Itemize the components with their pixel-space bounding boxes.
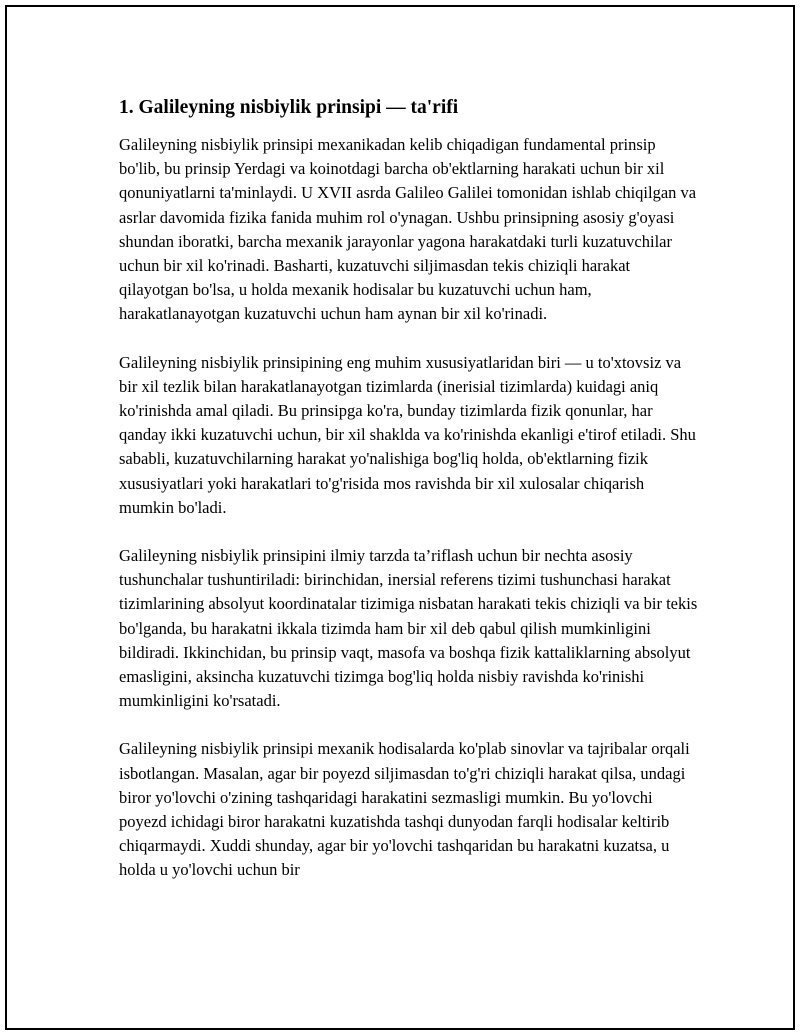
document-body <box>119 95 699 907</box>
paragraph-1: Galileyning nisbiylik prinsipi mexanikadan kelib chiqadigan fundamental prinsip bo'lib, bu prinsip Yerdagi va koinotdagi barcha ob'ektlarning harakati uchun bir xil qonuniyatlarni ta'minlaydi. U XVII asrda Galileo Galilei tomonidan ishlab chiqilgan va asrlar davomida fizika fanida muhim rol o'ynagan. Ushbu prinsipning asosiy g'oyasi shundan iboratki, barcha mexanik jarayonlar yagona harakatdaki turli kuzatuvchilar uchun bir xil ko'rinadi. Basharti, kuzatuvchi siljimasdan tekis chiziqli harakat qilayotgan bo'lsa, u holda mexanik hodisalar bu kuzatuvchi uchun ham, harakatlanayotgan kuzatuvchi uchun ham aynan bir xil ko'rinadi. <box>119 135 697 324</box>
paragraph-2: Galileyning nisbiylik prinsipining eng muhim xususiyatlaridan biri — u to'xtovsiz va bir xil tezlik bilan harakatlanayotgan tizimlarda (inerisial tizimlarda) kuidagi aniq ko'rinishda amal qiladi. Bu prinsipga ko'ra, bunday tizimlarda fizik qonunlar, har qanday ikki kuzatuvchi uchun, bir xil shaklda va ko'rinishda ekanligi e'tirof etiladi. Shu sababli, kuzatuvchilarning harakat yo'nalishiga bog'liq holda, ob'ektlarning fizik xususiyatlari yoki harakatlari to'g'risida mos ravishda bir xil xulosalar chiqarish mumkin bo'ladi. <box>119 352 696 517</box>
section-heading: 1. Galileyning nisbiylik prinsipi — ta'rifi <box>119 97 459 118</box>
paragraph-3: Galileyning nisbiylik prinsipini ilmiy tarzda ta’riflash uchun bir nechta asosiy tushunchalar tushuntiriladi: birinchidan, inersial referens tizimi tushunchasi harakat tizimlarining absolyut koordinatalar tizimiga nisbatan harakati tekis chiziqli va bir tekis bo'lganda, bu harakatni ikkala tizimda ham bir xil deb qabul qilish mumkinligini bildiradi. Ikkinchidan, bu prinsip vaqt, masofa va boshqa fizik kattaliklarning absolyut emasligini, aksincha kuzatuvchi tizimga bog'liq holda nisbiy ravishda ko'rinishi mumkinligini ko'rsatadi. <box>119 546 698 711</box>
paragraph-4: Galileyning nisbiylik prinsipi mexanik hodisalarda ko'plab sinovlar va tajribalar orqali isbotlangan. Masalan, agar bir poyezd siljimasdan to'g'ri chiziqli harakat qilsa, undagi biror yo'lovchi o'zining tashqaridagi harakatini sezmasligi mumkin. Bu yo'lovchi poyezd ichidagi biror harakatni kuzatishda tashqi dunyodan farqli hodisalar keltirib chiqarmaydi. Xuddi shunday, agar bir yo'lovchi tashqaridan bu harakatni kuzatsa, u holda u yo'lovchi uchun bir <box>119 739 690 880</box>
page-frame <box>5 5 795 1030</box>
